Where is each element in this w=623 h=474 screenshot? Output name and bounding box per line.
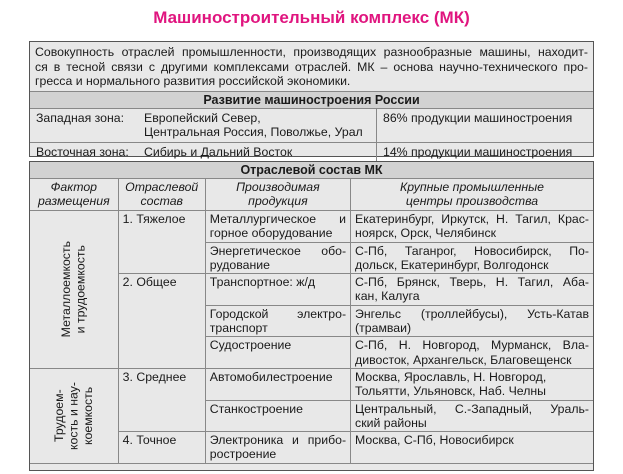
column-header-line: состав [140,193,183,208]
centers-cell [351,337,593,369]
zone-east [30,143,593,162]
product-cell [205,337,350,369]
factor-line: кость и нау- [66,381,81,450]
intro-text [30,42,593,91]
product-cell [205,274,350,306]
product-cell [205,400,350,432]
zone-region-line: Центральная Россия, Поволжье, Урал [144,125,363,139]
centers-cell [351,274,593,306]
product-line: транспорт [209,321,268,336]
centers-line: Москва, Ярославль, Н. Новгород, [355,369,547,384]
factor-label [52,382,96,450]
centers-line: Тольятти, Ульяновск, Наб. Челны [355,384,547,399]
product-line: Энергетическое обо- [209,243,347,258]
product-line: горное оборудование [209,226,333,241]
centers-line: С-Пб, Брянск, Тверь, Н. Тагил, Абa- [355,275,589,290]
product-line: Автомобилестроение [209,369,333,384]
centers-line: Москва, С-Пб, Новосибирск [355,433,514,448]
product-cell [205,432,350,464]
product-line: рудование [209,257,270,272]
intro-line: ся в тесной связи с другими комплексами отраслей. МК – основа научно-технического про- [35,59,588,74]
zone-regions [144,109,377,142]
centers-cell [351,432,593,464]
page-title: Машиностроительный комплекс (МК) [153,8,470,27]
composition-box [29,161,594,471]
branch-cell: 4. Точное [118,432,205,464]
product-line: Металлургическое и [209,212,347,226]
centers-line: Екатеринбург, Иркутск, Н. Тагил, Крас- [355,212,589,226]
zone-label: Западная зона: [36,110,125,125]
product-cell [205,305,350,337]
product-line: Городской электро- [209,306,347,321]
centers-line: Центральный, С.-Западный, Ураль- [355,401,589,416]
centers-line: С-Пб, Н. Новгород, Мурманск, Вла- [355,338,589,353]
column-header-branch [118,179,205,211]
zone-region-line: Сибирь и Дальний Восток [144,144,293,159]
factor-line: коемкость [81,386,96,445]
zone-share: 14% продукции машиностроения [383,144,573,159]
column-header-line: Фактор [50,180,97,194]
column-header-line: центры производства [405,193,539,208]
centers-line: Энгельс (троллейбусы), Усть-Катав [355,306,589,321]
composition-table [30,179,593,464]
development-header: Развитие машиностроения России [30,91,593,109]
table-header-row [30,179,593,211]
factor-line: Металлоемкость [59,241,74,338]
branch-cell: 3. Среднее [118,368,205,431]
centers-line: (трамваи) [355,321,412,336]
column-header-line: Производимая [236,180,320,194]
product-cell [205,368,350,400]
intro-line: гресса и нормального развития российской экономики. [35,74,351,88]
product-line: Станкостроение [209,401,303,416]
centers-line: ский районы [355,415,427,430]
centers-cell [351,400,593,432]
table-row [30,368,593,400]
centers-cell [351,305,593,337]
column-header-line: размещения [37,193,110,208]
column-header-centers [351,179,593,211]
centers-line: ноярск, Орск, Челябинск [355,226,496,241]
column-header-line: Отраслевой [125,180,199,194]
factor-cell [30,211,118,369]
column-header-product [205,179,350,211]
zone-label: Восточная зона: [36,144,129,159]
centers-cell [351,242,593,274]
composition-header: Отраслевой состав МК [30,162,593,179]
centers-line: дольск, Екатеринбург, Волгодонск [355,257,549,272]
centers-line: дивосток, Архангельск, Благовещенск [355,352,572,367]
intro-line: Совокупность отраслей промышленности, производящих разнообразные машины, находит- [35,45,588,59]
product-line: Судостроение [209,338,292,353]
factor-line: Трудоем- [52,389,67,443]
centers-cell [351,368,593,400]
branch-cell: 2. Общее [118,274,205,369]
product-cell [205,242,350,274]
definition-box [29,41,594,157]
column-header-line: продукция [248,193,308,208]
centers-line: кан, Калуга [355,289,420,304]
factor-cell [30,368,118,463]
product-line: ростроение [209,447,277,462]
branch-cell: 1. Тяжелое [118,211,205,274]
factor-label [59,241,88,337]
product-line: Транспортное: ж/д [209,275,316,290]
zone-share: 86% продукции машиностроения [383,110,573,125]
zone-west [30,109,593,143]
zone-region-line: Европейский Север, [144,110,261,125]
zone-regions [144,143,377,162]
table-row [30,211,593,243]
centers-cell [351,211,593,243]
column-header-line: Крупные промышленные [400,180,545,194]
column-header-factor [30,179,118,211]
product-line: Электроника и прибо- [209,433,347,448]
centers-line: С-Пб, Таганрог, Новосибирск, По- [355,243,589,258]
product-cell [205,211,350,243]
factor-line: и трудоемкость [73,245,88,334]
